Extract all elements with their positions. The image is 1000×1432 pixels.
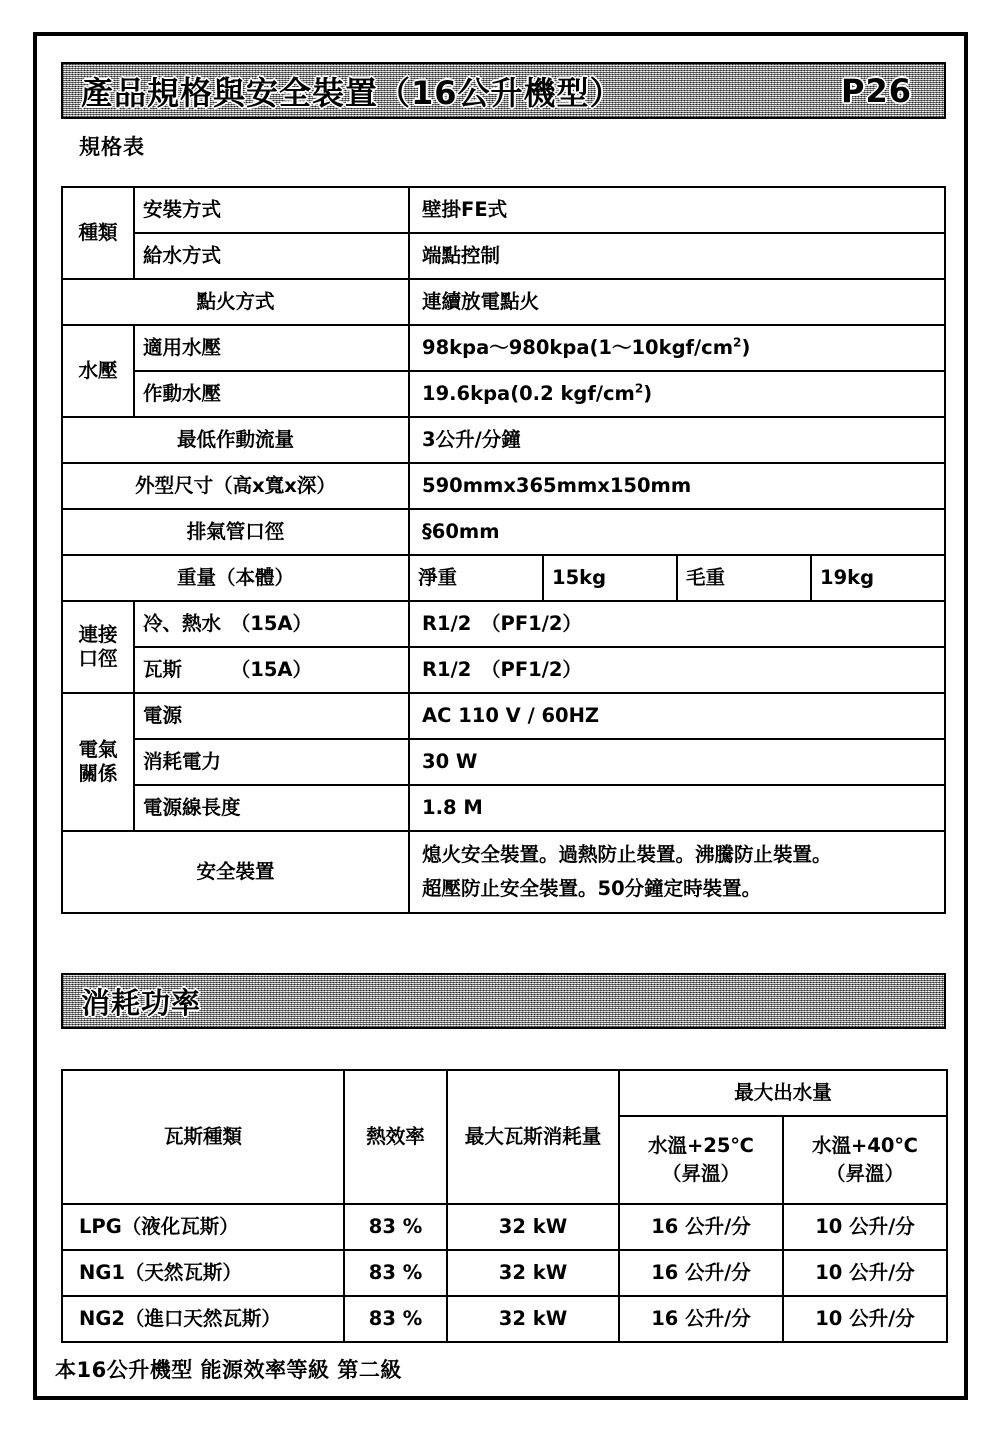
header-output-25-line-2: （昇溫） [661,1162,740,1185]
row-label-cord-length: 電源線長度 [134,785,409,831]
header-gas-type: 瓦斯種類 [62,1070,344,1204]
row-group-connection-line-1: 連接 [78,623,118,647]
cell-output40-ng2: 10 公升/分 [783,1296,947,1342]
safety-devices-line-1: 熄火安全裝置。過熱防止裝置。沸騰防止裝置。 [422,843,832,866]
spec-table-label: 規格表 [79,135,145,159]
row-value-ignition: 連續放電點火 [409,279,945,325]
table-row [62,647,945,693]
table-row [62,693,945,739]
energy-efficiency-note: 本16公升機型 能源效率等級 第二級 [55,1358,402,1382]
row-value-min-flow: 3公升/分鐘 [409,417,945,463]
power-consumption-table [61,1069,948,1343]
applicable-pressure-superscript: 2 [733,335,742,350]
row-value-gross-weight-label: 毛重 [677,555,811,601]
row-value-exhaust-diameter: §60mm [409,509,945,555]
row-value-install-type: 壁掛FE式 [409,187,945,233]
row-value-safety-devices [409,831,945,913]
working-pressure-superscript: 2 [634,381,644,396]
applicable-pressure-prefix: 98kpa〜980kpa(1〜10kgf/cm [422,335,734,359]
page-header-banner [61,62,946,119]
header-output-25-line-1: 水溫+25℃ [647,1133,755,1157]
page-content [37,36,964,1396]
row-value-cord-length: 1.8 M [409,785,945,831]
row-group-electrical [62,693,134,831]
row-group-connection-line-2: 口徑 [78,647,118,670]
row-value-working-pressure [409,371,945,417]
header-output-plus-40c [783,1116,947,1204]
table-row [62,187,945,233]
table-row [62,739,945,785]
row-group-kind-line: 種類 [78,221,118,245]
row-value-applicable-pressure [409,325,945,371]
page-title: 產品規格與安全裝置（16公升機型） [81,73,623,112]
safety-devices-line-2: 超壓防止安全裝置。50分鐘定時裝置。 [422,877,762,901]
cell-consumption-lpg: 32 kW [447,1204,619,1250]
table-row [62,417,945,463]
row-label-cold-hot-water: 冷、熱水 （15A） [134,601,409,647]
header-output-plus-25c [619,1116,783,1204]
header-output-40-line-1: 水溫+40℃ [811,1133,919,1157]
row-label-install-type: 安裝方式 [134,187,409,233]
cell-efficiency-ng2: 83 % [344,1296,447,1342]
row-label-dimensions: 外型尺寸（高x寬x深） [62,463,409,509]
table-row [62,233,945,279]
row-group-water-pressure-line: 水壓 [78,359,118,383]
table-row [62,1296,947,1342]
row-label-gas-connection: 瓦斯 （15A） [134,647,409,693]
row-value-power-consumption: 30 W [409,739,945,785]
cell-gas-type-ng1: NG1（天然瓦斯） [62,1250,344,1296]
cell-gas-type-ng2: NG2（進口天然瓦斯） [62,1296,344,1342]
table-header-row [62,1070,947,1116]
row-label-ignition: 點火方式 [62,279,409,325]
specification-table [61,186,946,914]
row-label-water-supply: 給水方式 [134,233,409,279]
cell-output25-lpg: 16 公升/分 [619,1204,783,1250]
row-group-electrical-line-2: 關係 [78,762,118,785]
cell-output25-ng1: 16 公升/分 [619,1250,783,1296]
table-row [62,509,945,555]
table-row [62,555,945,601]
working-pressure-prefix: 19.6kpa(0.2 kgf/cm [422,381,635,405]
header-max-output: 最大出水量 [619,1070,947,1116]
row-label-power-consumption: 消耗電力 [134,739,409,785]
row-value-dimensions: 590mmx365mmx150mm [409,463,945,509]
row-value-net-weight-label: 淨重 [409,555,543,601]
cell-efficiency-ng1: 83 % [344,1250,447,1296]
cell-gas-type-lpg: LPG（液化瓦斯） [62,1204,344,1250]
table-row [62,463,945,509]
table-row [62,1204,947,1250]
table-row [62,279,945,325]
row-group-water-pressure [62,325,134,417]
row-group-electrical-line-1: 電氣 [78,738,118,762]
row-label-min-flow: 最低作動流量 [62,417,409,463]
row-value-water-supply: 端點控制 [409,233,945,279]
power-consumption-banner [61,973,946,1029]
row-group-kind [62,187,134,279]
header-thermal-efficiency: 熱效率 [344,1070,447,1204]
cell-consumption-ng2: 32 kW [447,1296,619,1342]
row-label-working-pressure: 作動水壓 [134,371,409,417]
cell-output40-ng1: 10 公升/分 [783,1250,947,1296]
row-value-net-weight: 15kg [543,555,677,601]
row-label-weight: 重量（本體） [62,555,409,601]
table-row [62,371,945,417]
applicable-pressure-suffix: ) [741,335,751,359]
header-max-gas-consumption: 最大瓦斯消耗量 [447,1070,619,1204]
row-label-safety-devices: 安全裝置 [62,831,409,913]
row-value-gross-weight: 19kg [811,555,945,601]
row-label-exhaust-diameter: 排氣管口徑 [62,509,409,555]
row-value-gas-connection: R1/2 （PF1/2） [409,647,945,693]
table-row [62,325,945,371]
page-number: P26 [841,71,912,110]
cell-output40-lpg: 10 公升/分 [783,1204,947,1250]
working-pressure-suffix: ) [643,381,653,405]
table-row [62,831,945,913]
header-output-40-line-2: （昇溫） [826,1162,905,1185]
table-row [62,601,945,647]
table-row [62,1250,947,1296]
row-value-power-source: AC 110 V / 60HZ [409,693,945,739]
row-label-power-source: 電源 [134,693,409,739]
cell-output25-ng2: 16 公升/分 [619,1296,783,1342]
row-group-connection-diameter [62,601,134,693]
cell-consumption-ng1: 32 kW [447,1250,619,1296]
table-row [62,785,945,831]
cell-efficiency-lpg: 83 % [344,1204,447,1250]
page-frame [33,32,968,1400]
power-consumption-title: 消耗功率 [81,985,202,1020]
row-value-cold-hot-water: R1/2 （PF1/2） [409,601,945,647]
row-label-applicable-pressure: 適用水壓 [134,325,409,371]
